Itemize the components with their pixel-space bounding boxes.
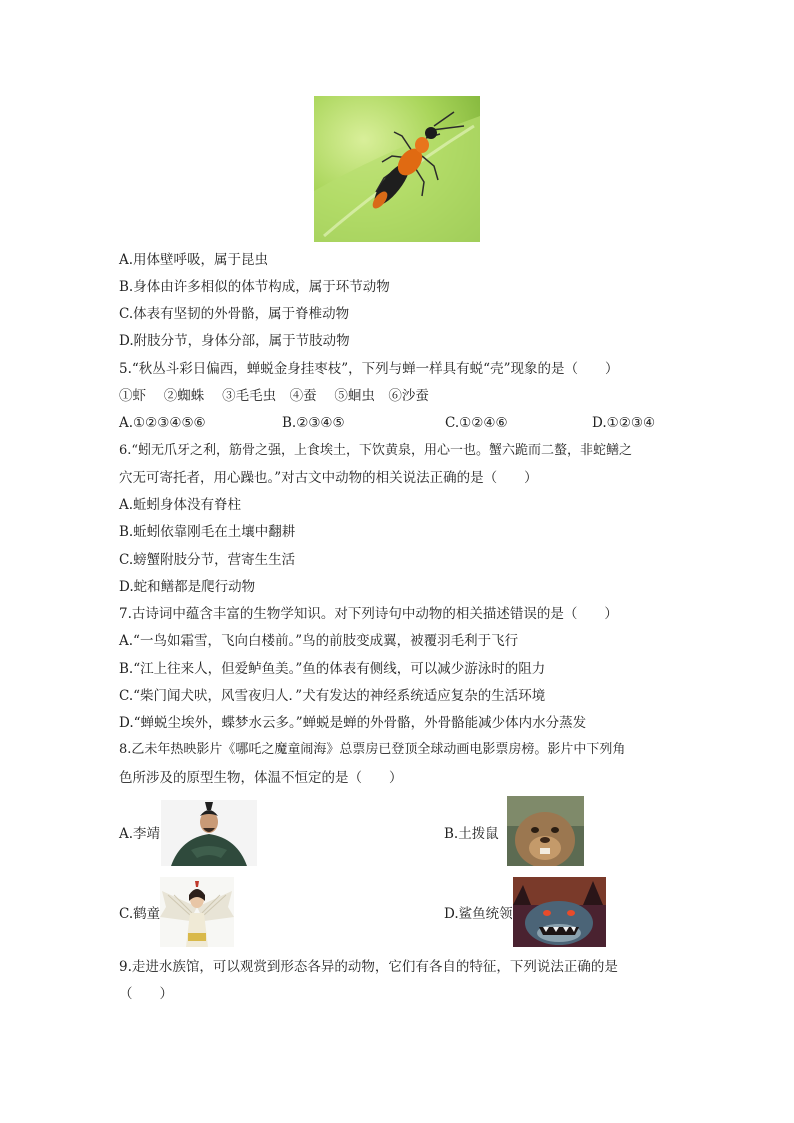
q8-option-c: C.鹤童 (119, 906, 161, 922)
beetle-illustration (314, 96, 480, 242)
q5-option-c: C.①②④⑥ (445, 415, 508, 431)
q4-option-b: B.身体由许多相似的体节构成，属于环节动物 (119, 279, 390, 295)
q4-option-c: C.体表有坚韧的外骨骼，属于脊椎动物 (119, 306, 350, 322)
q8-option-a: A.李靖 (119, 826, 161, 842)
q7-stem: 7.古诗词中蕴含丰富的生物学知识。对下列诗句中动物的相关描述错误的是（ ） (119, 606, 618, 622)
li-jing-image (161, 800, 257, 866)
q7-option-a: A.“一鸟如霜雪，飞向白楼前。”鸟的前肢变成翼，被覆羽毛利于飞行 (119, 633, 519, 649)
shark-commander-image (513, 877, 606, 947)
q7-option-c: C.“柴门闻犬吠，风雪夜归人．”犬有发达的神经系统适应复杂的生活环境 (119, 688, 546, 704)
q5-option-b: B.②③④⑤ (282, 415, 345, 431)
q5-option-d: D.①②③④ (592, 415, 656, 431)
q9-stem-line1: 9.走进水族馆，可以观赏到形态各异的动物，它们有各自的特征，下列说法正确的是 (119, 959, 618, 975)
beetle-photo (314, 96, 480, 242)
q6-option-c: C.螃蟹附肢分节，营寄生生活 (119, 552, 296, 568)
q5-stem: 5.“秋丛斗彩日偏西，蝉蜕金身挂枣枝”，下列与蝉一样具有蜕“壳”现象的是（ ） (119, 361, 619, 377)
q4-option-a: A.用体壁呼吸，属于昆虫 (119, 252, 269, 268)
q6-stem-line2: 穴无可寄托者，用心躁也。”对古文中动物的相关说法正确的是（ ） (119, 470, 538, 486)
q6-option-a: A.蚯蚓身体没有脊柱 (119, 497, 242, 513)
groundhog-image (507, 796, 584, 866)
q9-stem-line2: （ ） (119, 986, 173, 1002)
q8-stem-line2: 色所涉及的原型生物，体温不恒定的是（ ） (119, 770, 403, 786)
q8-stem-line1: 8.乙未年热映影片《哪吒之魔童闹海》总票房已登顶全球动画电影票房榜。影片中下列角 (119, 742, 626, 757)
q7-option-b: B.“江上往来人，但爱鲈鱼美。”鱼的体表有侧线，可以减少游泳时的阻力 (119, 661, 546, 677)
q5-option-a: A.①②③④⑤⑥ (119, 415, 206, 431)
q6-option-d: D.蛇和鳝都是爬行动物 (119, 579, 256, 595)
q7-option-d: D.“蝉蜕尘埃外，蝶梦水云多。”蝉蜕是蝉的外骨骼，外骨骼能减少体内水分蒸发 (119, 715, 587, 731)
q4-option-d: D.附肢分节，身体分部，属于节肢动物 (119, 333, 350, 349)
crane-boy-image (160, 877, 234, 947)
q6-option-b: B.蚯蚓依靠刚毛在土壤中翻耕 (119, 524, 296, 540)
q8-option-d: D.鲨鱼统领 (444, 906, 513, 922)
q8-option-b: B.土拨鼠 (444, 826, 499, 842)
q5-items: ①虾 ②蜘蛛 ③毛毛虫 ④蚕 ⑤蛔虫 ⑥沙蚕 (119, 388, 429, 404)
q6-stem-line1: 6.“蚓无爪牙之利，筋骨之强，上食埃土，下饮黄泉，用心一也。蟹六跪而二螯，非蛇鳝之 (119, 443, 633, 458)
